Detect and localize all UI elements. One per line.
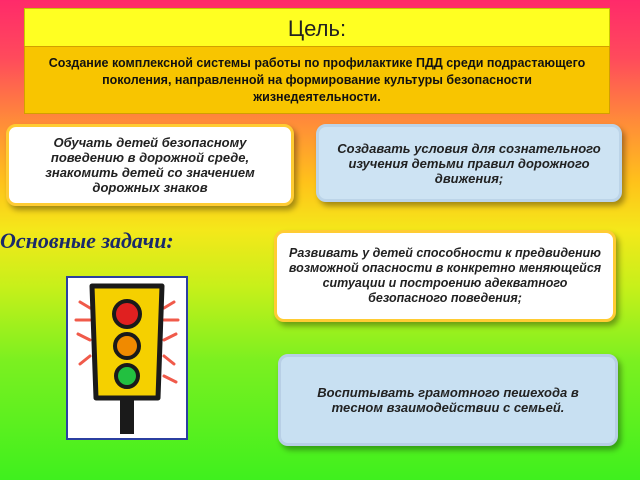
tasks-heading: Основные задачи: bbox=[0, 228, 174, 253]
title-bar bbox=[24, 8, 610, 50]
task-text-4: Воспитывать грамотного пешехода в тесном взаимодействии с семьей. bbox=[317, 385, 579, 415]
green-light bbox=[116, 365, 138, 387]
task-card-3 bbox=[274, 230, 616, 322]
task-text-2: Создавать условия для сознательного изучения детьми правил дорожного движения; bbox=[337, 140, 601, 186]
red-light bbox=[114, 301, 140, 327]
task-text-1: Обучать детей безопасному поведению в дорожной среде, знакомить детей со значением дорожных знаков bbox=[45, 135, 255, 195]
task-card-4 bbox=[278, 354, 618, 446]
task-card-2 bbox=[316, 124, 622, 202]
goal-text: Создание комплексной системы работы по профилактике ПДД среди подрастающего поколения, направленной на формирование культуры безопасности жизнедеятельности. bbox=[48, 55, 586, 104]
goal-box bbox=[24, 46, 610, 114]
task-text-3: Развивать у детей способности к предвидению возможной опасности в конкретно меняющейся ситуации и построению адекватного безопасного поведения; bbox=[288, 246, 602, 305]
page-title: Цель: bbox=[287, 16, 347, 41]
traffic-light-icon bbox=[68, 278, 186, 438]
amber-light bbox=[115, 334, 139, 358]
traffic-light-frame bbox=[66, 276, 188, 440]
task-card-1 bbox=[6, 124, 294, 206]
